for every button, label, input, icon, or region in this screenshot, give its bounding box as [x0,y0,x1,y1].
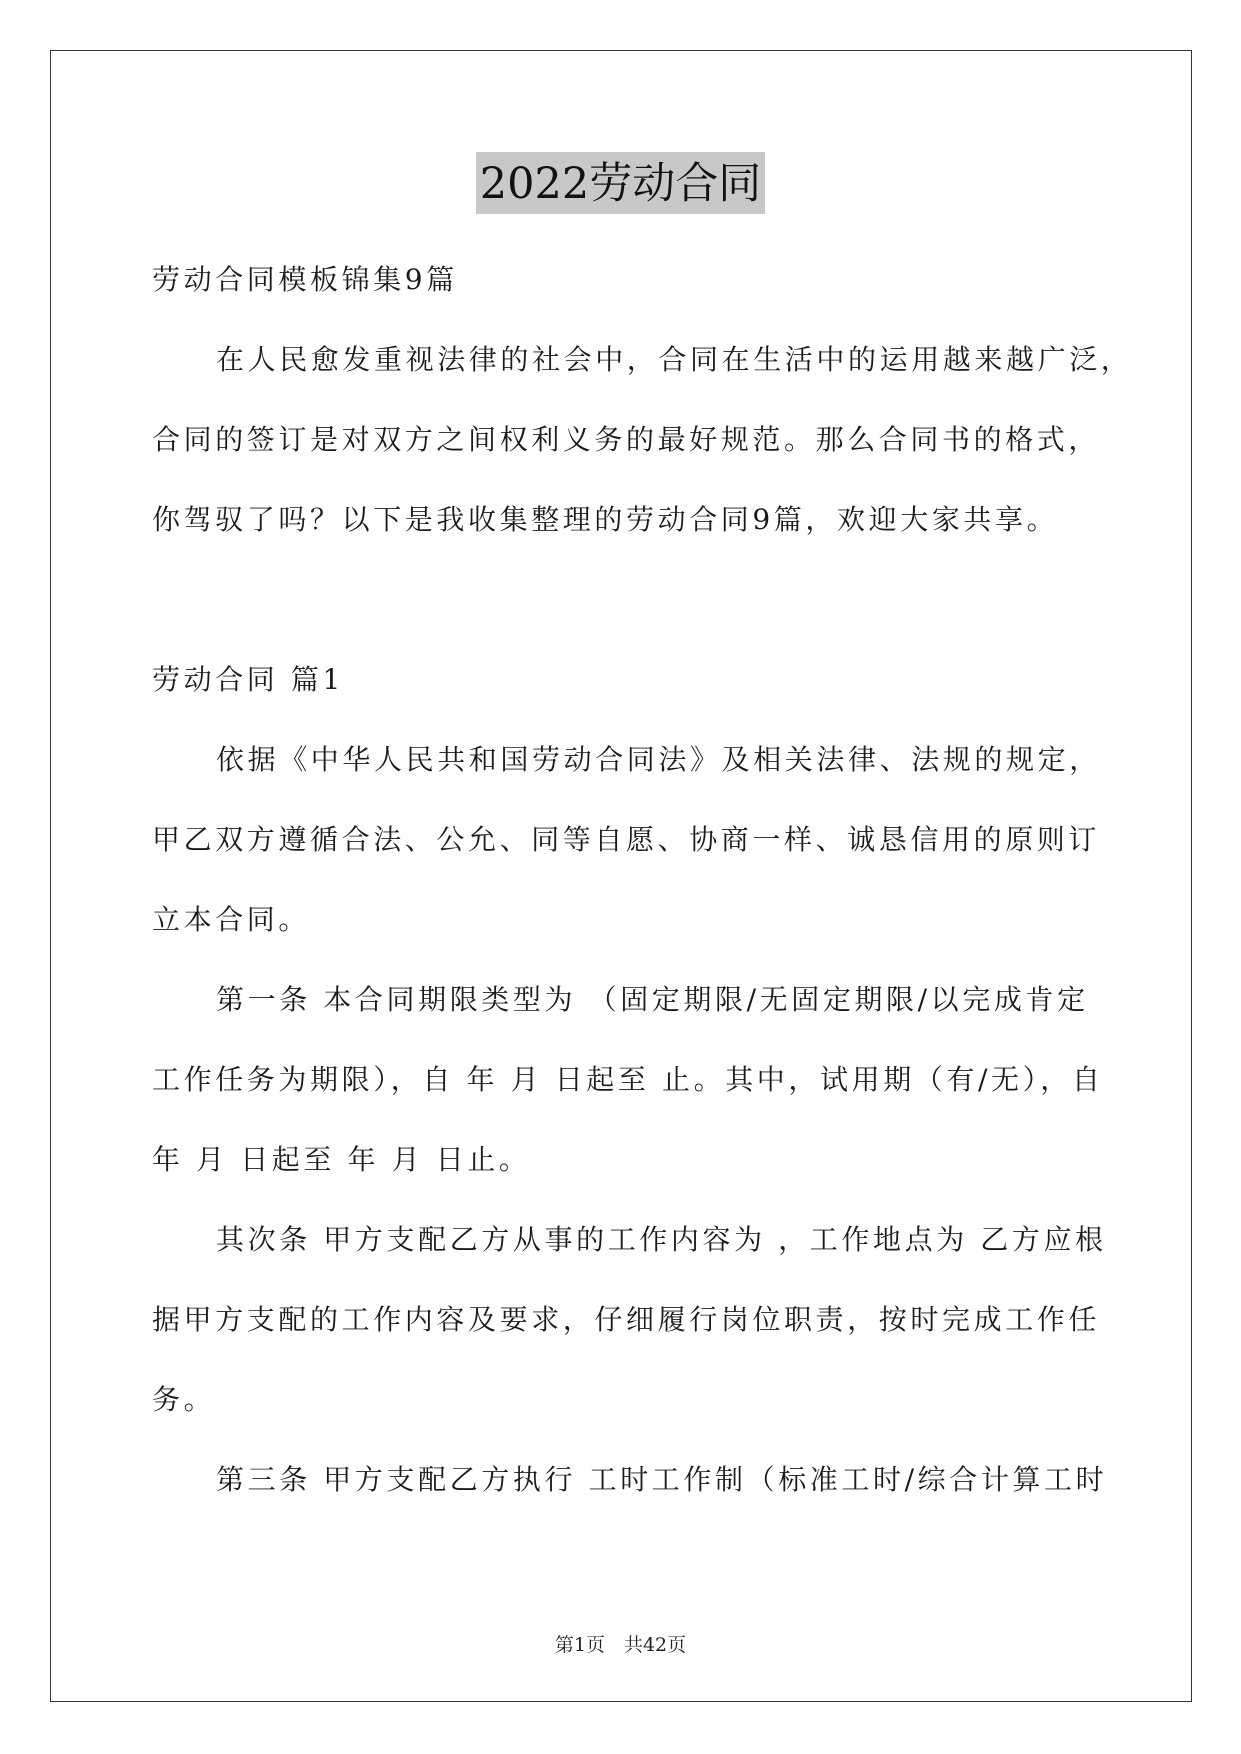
section-heading: 劳动合同 篇1 [152,663,344,696]
paragraph-line: 甲乙双方遵循合法、公允、同等自愿、协商一样、诚恳信用的原则订 [152,823,1101,856]
paragraph-line: 务。 [152,1383,216,1416]
paragraph-gap [152,560,1092,640]
document-title-wrapper [0,152,1241,214]
intro-line: 在人民愈发重视法律的社会中，合同在生活中的运用越来越广泛， [216,343,1133,376]
paragraph-line: 立本合同。 [152,903,311,936]
intro-line: 你驾驭了吗？以下是我收集整理的劳动合同9篇，欢迎大家共享。 [152,503,1059,536]
document-subtitle: 劳动合同模板锦集9篇 [152,263,458,296]
document-title: 2022劳动合同 [476,152,765,214]
paragraph-line: 第三条 甲方支配乙方执行 工时工作制（标准工时/综合计算工时 [216,1463,1108,1496]
paragraph-line: 第一条 本合同期限类型为 （固定期限/无固定期限/以完成肯定 [216,983,1089,1016]
paragraph-line: 依据《中华人民共和国劳动合同法》及相关法律、法规的规定， [216,743,1101,776]
intro-line: 合同的签订是对双方之间权利义务的最好规范。那么合同书的格式， [152,423,1101,456]
page-footer: 第1页 共42页 [554,1634,687,1656]
paragraph-line: 工作任务为期限），自 年 月 日起至 止。其中，试用期（有/无），自 [152,1063,1104,1096]
paragraph-line: 据甲方支配的工作内容及要求，仔细履行岗位职责，按时完成工作任 [152,1303,1101,1336]
paragraph-line: 年 月 日起至 年 月 日止。 [152,1143,531,1176]
document-body [152,240,1133,1520]
paragraph-line: 其次条 甲方支配乙方从事的工作内容为 ，工作地点为 乙方应根 [216,1223,1107,1256]
